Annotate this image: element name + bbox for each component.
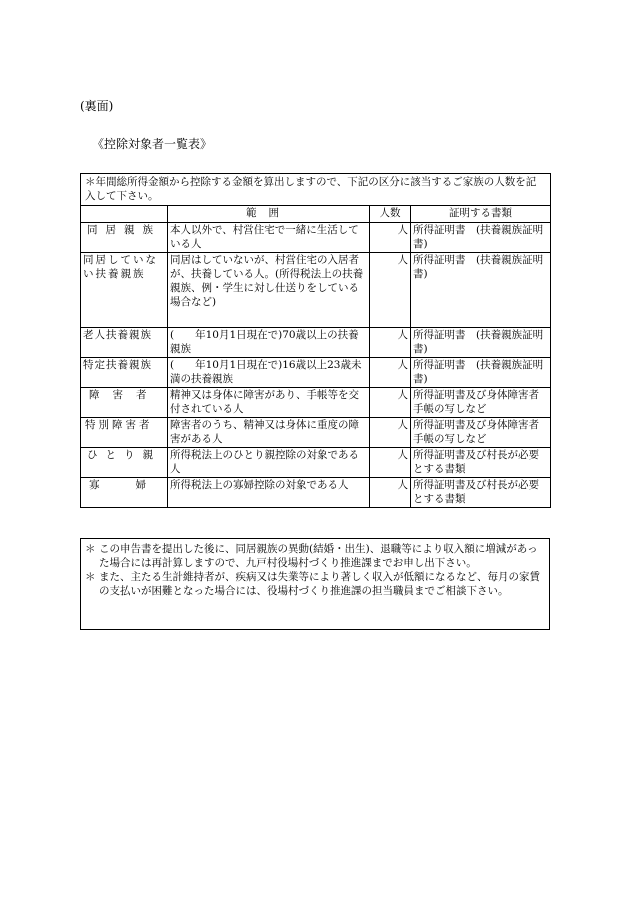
header-category (81, 206, 168, 223)
table-row (81, 223, 551, 253)
scope-cell: 障害者のうち、精神又は身体に重度の障害がある人 (168, 418, 370, 448)
deduction-table (80, 173, 551, 508)
docs-cell: 所得証明書 (扶養親族証明書) (411, 358, 551, 388)
page-label: (裏面) (80, 99, 114, 113)
count-cell: 人 (370, 418, 411, 448)
count-cell: 人 (370, 448, 411, 478)
docs-cell: 所得証明書 (扶養親族証明書) (411, 328, 551, 358)
category-cell: 特別障害者 (81, 418, 168, 448)
scope-cell: 同居はしていないが、村営住宅の入居者が、扶養している人。(所得税法上の扶養親族、例・学生に対し仕送りをしている場合など) (168, 253, 370, 328)
table-row (81, 358, 551, 388)
docs-cell: 所得証明書及び身体障害者手帳の写しなど (411, 388, 551, 418)
docs-cell: 所得証明書 (扶養親族証明書) (411, 253, 551, 328)
scope-cell: 本人以外で、村営住宅で一緒に生活している人 (168, 223, 370, 253)
category-cell: 寡婦 (81, 478, 168, 508)
note-mark: ＊ (85, 543, 96, 555)
table-row (81, 388, 551, 418)
count-cell: 人 (370, 388, 411, 418)
category-cell: ひとり親 (81, 448, 168, 478)
header-count: 人数 (370, 206, 411, 223)
category-cell: 特定扶養親族 (81, 358, 168, 388)
docs-cell: 所得証明書及び村長が必要とする書類 (411, 478, 551, 508)
category-cell: 老人扶養親族 (81, 328, 168, 358)
note-text: この申告書を提出した後に、同居親族の異動(結婚・出生)、退職等により収入額に増減があった場合には再計算しますので、九戸村役場村づくり推進課までお申し出下さい。 (99, 543, 538, 569)
table-row (81, 253, 551, 328)
intro-text: ＊年間総所得金額から控除する金額を算出しますので、下記の区分に該当するご家族の人数を記入して下さい。 (81, 174, 551, 206)
header-row (81, 206, 551, 223)
count-cell: 人 (370, 478, 411, 508)
table-row (81, 448, 551, 478)
count-cell: 人 (370, 358, 411, 388)
scope-cell: ( 年10月1日現在で)16歳以上23歳未満の扶養親族 (168, 358, 370, 388)
category-cell: 同居していない扶養親族 (81, 253, 168, 328)
count-cell: 人 (370, 253, 411, 328)
docs-cell: 所得証明書及び村長が必要とする書類 (411, 448, 551, 478)
notes-box (80, 538, 550, 630)
count-cell: 人 (370, 223, 411, 253)
table-row (81, 418, 551, 448)
docs-cell: 所得証明書 (扶養親族証明書) (411, 223, 551, 253)
note-item (85, 570, 545, 598)
scope-cell: ( 年10月1日現在で)70歳以上の扶養親族 (168, 328, 370, 358)
category-cell: 同居親族 (81, 223, 168, 253)
table-row (81, 328, 551, 358)
count-cell: 人 (370, 328, 411, 358)
category-cell: 障害者 (81, 388, 168, 418)
docs-cell: 所得証明書及び身体障害者手帳の写しなど (411, 418, 551, 448)
note-text: また、主たる生計維持者が、疾病又は失業等により著しく収入が低額になるなど、毎月の家賃の支払いが困難となった場合には、役場村づくり推進課の担当職員までご相談下さい。 (99, 571, 540, 597)
header-range: 範囲 (168, 206, 370, 223)
table-row (81, 478, 551, 508)
list-title: 《控除対象者一覧表》 (92, 137, 213, 151)
note-item (85, 542, 545, 570)
scope-cell: 所得税法上のひとり親控除の対象である人 (168, 448, 370, 478)
header-docs: 証明する書類 (411, 206, 551, 223)
note-mark: ＊ (85, 571, 96, 583)
scope-cell: 精神又は身体に障害があり、手帳等を交付されている人 (168, 388, 370, 418)
scope-cell: 所得税法上の寡婦控除の対象である人 (168, 478, 370, 508)
